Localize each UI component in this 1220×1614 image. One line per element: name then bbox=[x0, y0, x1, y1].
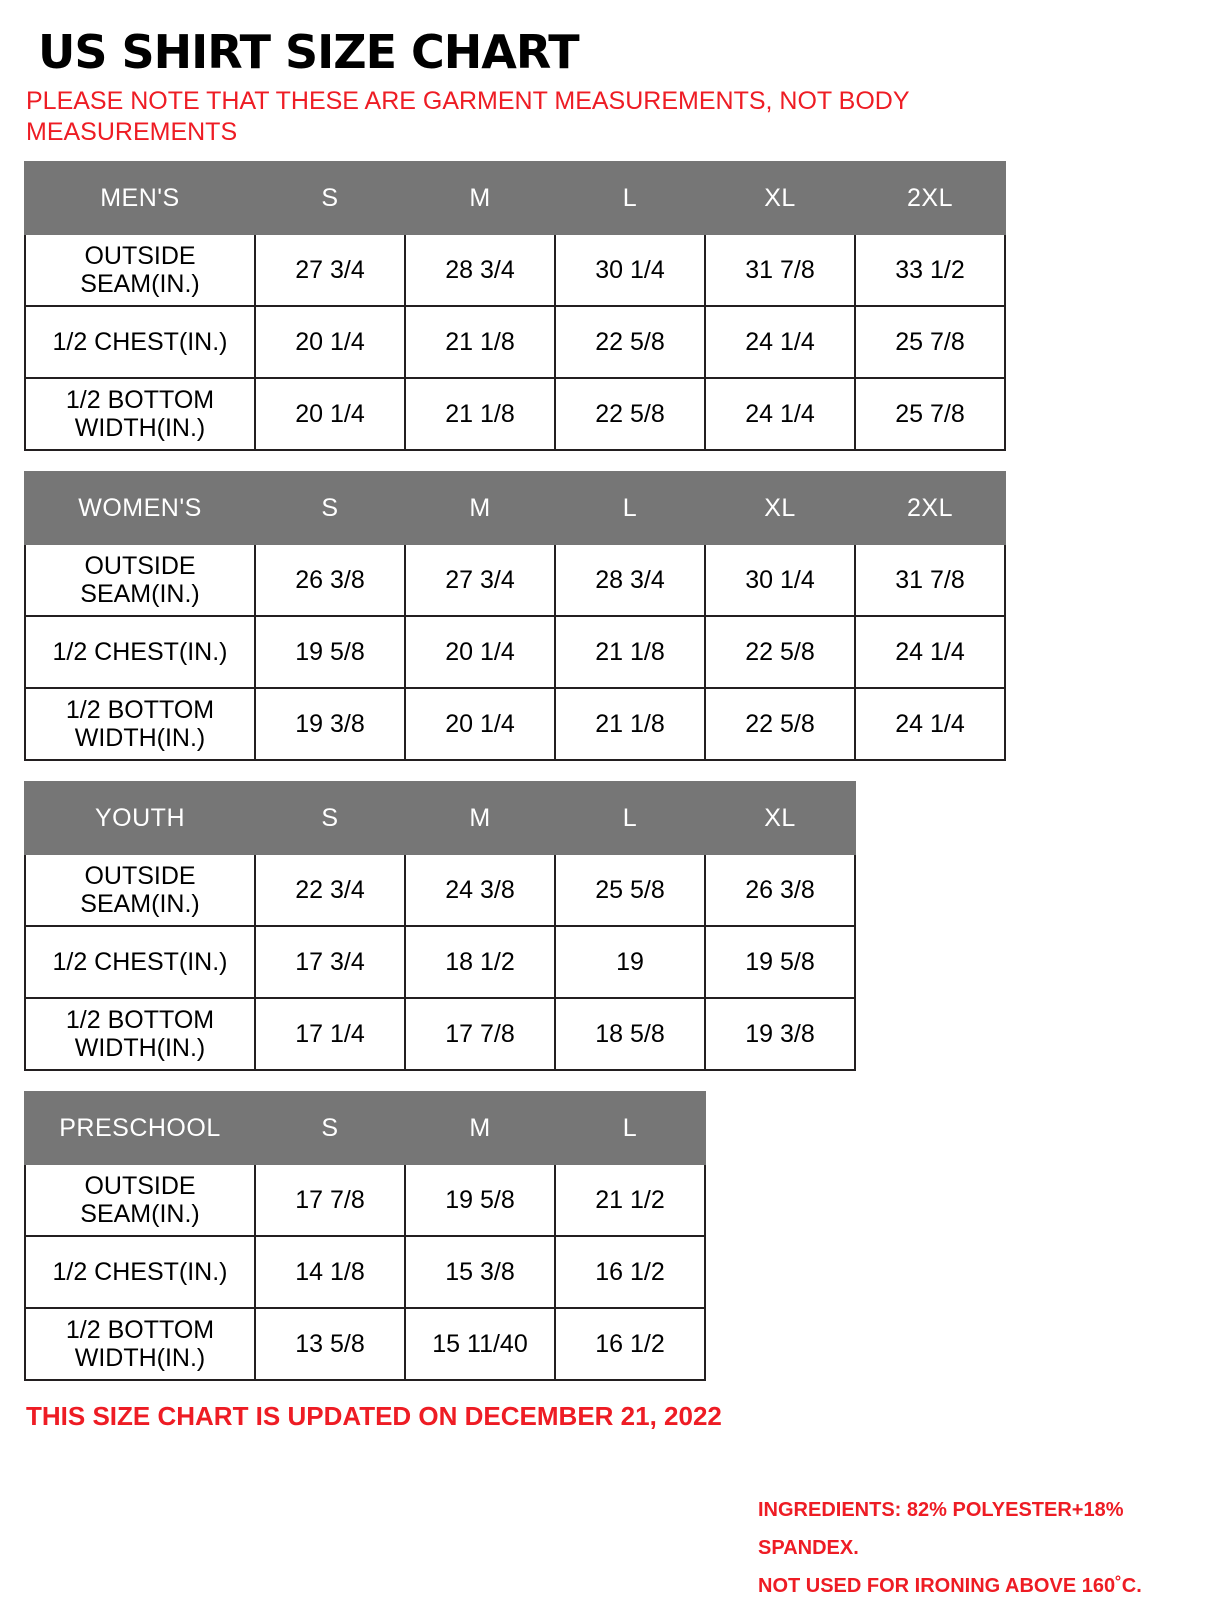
measurement-value: 24 1/4 bbox=[705, 306, 855, 378]
measurement-label: 1/2 CHEST(IN.) bbox=[25, 926, 255, 998]
size-header: L bbox=[555, 1092, 705, 1164]
measurement-value: 22 5/8 bbox=[705, 688, 855, 760]
measurement-value: 24 1/4 bbox=[705, 378, 855, 450]
table-row bbox=[25, 998, 855, 1070]
measurement-value: 19 5/8 bbox=[405, 1164, 555, 1236]
measurement-value: 19 3/8 bbox=[255, 688, 405, 760]
size-table-women-s bbox=[24, 471, 1006, 761]
measurement-value: 22 5/8 bbox=[555, 306, 705, 378]
measurement-label: 1/2 BOTTOM WIDTH(IN.) bbox=[25, 378, 255, 450]
table-row bbox=[25, 1164, 705, 1236]
measurement-value: 20 1/4 bbox=[405, 616, 555, 688]
category-header: MEN'S bbox=[25, 162, 255, 234]
measurement-value: 21 1/8 bbox=[555, 616, 705, 688]
measurement-label: 1/2 CHEST(IN.) bbox=[25, 1236, 255, 1308]
measurement-label: OUTSIDE SEAM(IN.) bbox=[25, 1164, 255, 1236]
table-header-row bbox=[25, 162, 1005, 234]
page-title: US SHIRT SIZE CHART bbox=[38, 25, 579, 79]
size-table-men-s bbox=[24, 161, 1006, 451]
table-row bbox=[25, 1308, 705, 1380]
table-row bbox=[25, 234, 1005, 306]
size-header: S bbox=[255, 472, 405, 544]
size-table-youth bbox=[24, 781, 856, 1071]
measurement-value: 18 5/8 bbox=[555, 998, 705, 1070]
measurement-value: 22 5/8 bbox=[555, 378, 705, 450]
measurement-value: 21 1/8 bbox=[405, 378, 555, 450]
size-header: M bbox=[405, 162, 555, 234]
measurement-value: 25 7/8 bbox=[855, 306, 1005, 378]
measurement-value: 15 3/8 bbox=[405, 1236, 555, 1308]
measurement-value: 26 3/8 bbox=[705, 854, 855, 926]
measurement-value: 20 1/4 bbox=[255, 306, 405, 378]
measurement-value: 19 3/8 bbox=[705, 998, 855, 1070]
measurement-value: 31 7/8 bbox=[855, 544, 1005, 616]
measurement-value: 24 3/8 bbox=[405, 854, 555, 926]
measurement-label: 1/2 BOTTOM WIDTH(IN.) bbox=[25, 1308, 255, 1380]
size-header: XL bbox=[705, 162, 855, 234]
measurement-label: OUTSIDE SEAM(IN.) bbox=[25, 854, 255, 926]
measurement-value: 13 5/8 bbox=[255, 1308, 405, 1380]
measurement-value: 31 7/8 bbox=[705, 234, 855, 306]
size-header: S bbox=[255, 1092, 405, 1164]
measurement-value: 25 7/8 bbox=[855, 378, 1005, 450]
table-header-row bbox=[25, 782, 855, 854]
measurement-label: 1/2 BOTTOM WIDTH(IN.) bbox=[25, 688, 255, 760]
ingredients-line-1: INGREDIENTS: 82% POLYESTER+18% SPANDEX. bbox=[758, 1499, 1124, 1560]
category-header: YOUTH bbox=[25, 782, 255, 854]
measurement-value: 19 5/8 bbox=[255, 616, 405, 688]
size-header: M bbox=[405, 1092, 555, 1164]
measurement-value: 26 3/8 bbox=[255, 544, 405, 616]
measurement-value: 25 5/8 bbox=[555, 854, 705, 926]
measurement-value: 27 3/4 bbox=[255, 234, 405, 306]
measurement-value: 28 3/4 bbox=[405, 234, 555, 306]
measurement-value: 16 1/2 bbox=[555, 1308, 705, 1380]
measurement-value: 20 1/4 bbox=[255, 378, 405, 450]
measurement-value: 30 1/4 bbox=[555, 234, 705, 306]
size-header: XL bbox=[705, 782, 855, 854]
ingredients-note bbox=[758, 1491, 1178, 1605]
measurement-value: 14 1/8 bbox=[255, 1236, 405, 1308]
measurement-value: 24 1/4 bbox=[855, 688, 1005, 760]
measurement-value: 21 1/2 bbox=[555, 1164, 705, 1236]
measurement-value: 16 1/2 bbox=[555, 1236, 705, 1308]
measurement-label: OUTSIDE SEAM(IN.) bbox=[25, 544, 255, 616]
size-header: S bbox=[255, 782, 405, 854]
measurement-note: PLEASE NOTE THAT THESE ARE GARMENT MEASUREMENTS, NOT BODY MEASUREMENTS bbox=[26, 87, 910, 146]
updated-footer: THIS SIZE CHART IS UPDATED ON DECEMBER 21, 2022 bbox=[26, 1401, 722, 1432]
table-row bbox=[25, 926, 855, 998]
measurement-value: 22 5/8 bbox=[705, 616, 855, 688]
measurement-value: 21 1/8 bbox=[555, 688, 705, 760]
size-table-preschool bbox=[24, 1091, 706, 1381]
table-header-row bbox=[25, 1092, 705, 1164]
measurement-value: 17 7/8 bbox=[405, 998, 555, 1070]
measurement-value: 20 1/4 bbox=[405, 688, 555, 760]
measurement-value: 22 3/4 bbox=[255, 854, 405, 926]
table-row bbox=[25, 688, 1005, 760]
size-header: M bbox=[405, 472, 555, 544]
table-row bbox=[25, 378, 1005, 450]
ingredients-line-2: NOT USED FOR IRONING ABOVE 160˚C. bbox=[758, 1575, 1142, 1598]
size-header: 2XL bbox=[855, 472, 1005, 544]
size-header: 2XL bbox=[855, 162, 1005, 234]
measurement-value: 18 1/2 bbox=[405, 926, 555, 998]
measurement-value: 28 3/4 bbox=[555, 544, 705, 616]
size-header: L bbox=[555, 782, 705, 854]
size-header: L bbox=[555, 162, 705, 234]
table-row bbox=[25, 544, 1005, 616]
size-header: L bbox=[555, 472, 705, 544]
measurement-label: 1/2 BOTTOM WIDTH(IN.) bbox=[25, 998, 255, 1070]
measurement-value: 21 1/8 bbox=[405, 306, 555, 378]
size-header: XL bbox=[705, 472, 855, 544]
size-header: S bbox=[255, 162, 405, 234]
table-row bbox=[25, 616, 1005, 688]
table-row bbox=[25, 1236, 705, 1308]
category-header: WOMEN'S bbox=[25, 472, 255, 544]
table-row bbox=[25, 306, 1005, 378]
measurement-value: 27 3/4 bbox=[405, 544, 555, 616]
category-header: PRESCHOOL bbox=[25, 1092, 255, 1164]
table-header-row bbox=[25, 472, 1005, 544]
measurement-value: 17 1/4 bbox=[255, 998, 405, 1070]
measurement-value: 24 1/4 bbox=[855, 616, 1005, 688]
measurement-value: 17 3/4 bbox=[255, 926, 405, 998]
table-row bbox=[25, 854, 855, 926]
measurement-value: 15 11/40 bbox=[405, 1308, 555, 1380]
measurement-label: OUTSIDE SEAM(IN.) bbox=[25, 234, 255, 306]
measurement-label: 1/2 CHEST(IN.) bbox=[25, 306, 255, 378]
measurement-value: 30 1/4 bbox=[705, 544, 855, 616]
measurement-value: 17 7/8 bbox=[255, 1164, 405, 1236]
measurement-value: 33 1/2 bbox=[855, 234, 1005, 306]
measurement-label: 1/2 CHEST(IN.) bbox=[25, 616, 255, 688]
size-header: M bbox=[405, 782, 555, 854]
measurement-value: 19 bbox=[555, 926, 705, 998]
measurement-value: 19 5/8 bbox=[705, 926, 855, 998]
